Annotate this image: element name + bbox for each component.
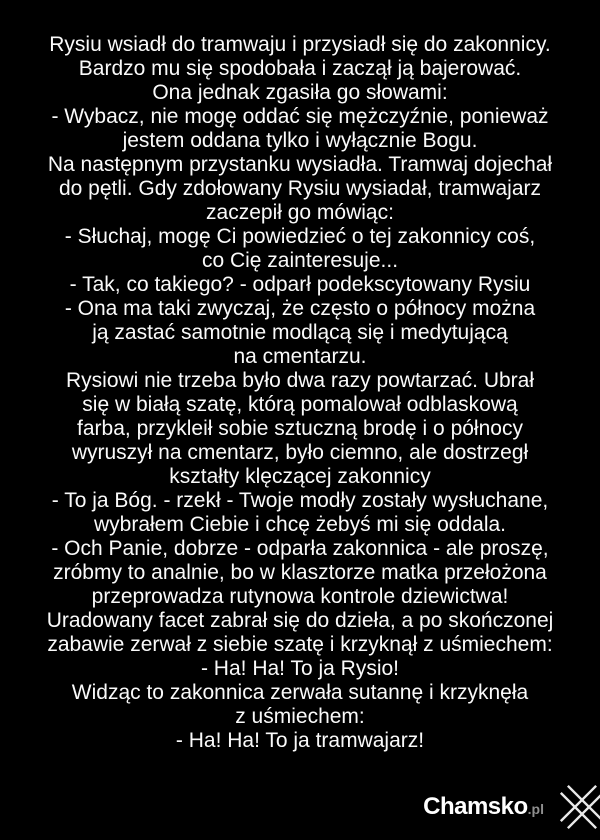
joke-line: Widząc to zakonnica zerwała sutannę i krzyknęła [71, 681, 529, 704]
joke-line: się w białą szatę, którą pomalował odblaskową [82, 393, 518, 416]
joke-line: - Ona ma taki zwyczaj, że często o północy można [64, 297, 536, 320]
joke-line: Bardzo mu się spodobała i zaczął ją bajerować. [78, 57, 522, 80]
joke-line: ją zastać samotnie modlącą się i medytującą [92, 321, 508, 344]
joke-line: co Cię zainteresuje... [201, 249, 399, 272]
joke-line: - To ja Bóg. - rzekł - Twoje modły zostały wysłuchane, [51, 489, 549, 512]
joke-line: Na następnym przystanku wysiadła. Tramwaj dojechał [47, 153, 553, 176]
brand-name [423, 795, 544, 819]
joke-line: wybrałem Ciebie i chcę żebyś mi się oddala. [93, 513, 506, 536]
joke-line: na cmentarzu. [233, 345, 367, 368]
joke-line: farba, przykleił sobie sztuczną brodę i o północy [77, 417, 523, 440]
joke-line: do pętli. Gdy zdołowany Rysiu wysiadał, tramwajarz [58, 177, 542, 200]
joke-line: kształty klęczącej zakonnicy [169, 465, 431, 488]
joke-line: - Och Panie, dobrze - odparła zakonnica - ale proszę, [51, 537, 549, 560]
joke-line: przeprowadza rutynowa kontrole dziewictwa! [91, 585, 509, 608]
joke-line: - Słuchaj, mogę Ci powiedzieć o tej zakonnicy coś, [64, 225, 536, 248]
brand-name-main: Chamsko [423, 793, 528, 820]
brand-name-suffix: .pl [527, 801, 544, 817]
joke-line: zabawie zerwał z siebie szatę i krzyknął z uśmiechem: [47, 633, 553, 656]
rotated-hash-icon [556, 780, 600, 834]
joke-line: jestem oddana tylko i wyłącznie Bogu. [122, 129, 478, 152]
site-watermark [423, 780, 600, 834]
joke-line: Uradowany facet zabrał się do dzieła, a po skończonej [46, 609, 554, 632]
joke-line: z uśmiechem: [235, 705, 365, 728]
joke-line: - Wybacz, nie mogę oddać się mężczyźnie, ponieważ [51, 105, 549, 128]
joke-line: zaczepił go mówiąc: [206, 201, 394, 224]
joke-line: Rysiu wsiadł do tramwaju i przysiadł się do zakonnicy. [49, 33, 551, 56]
joke-line: Rysiowi nie trzeba było dwa razy powtarzać. Ubrał [65, 369, 535, 392]
joke-line: wyruszył na cmentarz, było ciemno, ale dostrzegł [71, 441, 529, 464]
joke-line: - Tak, co takiego? - odparł podekscytowany Rysiu [69, 273, 531, 296]
joke-line: - Ha! Ha! To ja tramwajarz! [175, 729, 425, 752]
joke-line: - Ha! Ha! To ja Rysio! [200, 657, 399, 680]
joke-line: zróbmy to analnie, bo w klasztorze matka przełożona [53, 561, 547, 584]
joke-line: Ona jednak zgasiła go słowami: [152, 81, 448, 104]
